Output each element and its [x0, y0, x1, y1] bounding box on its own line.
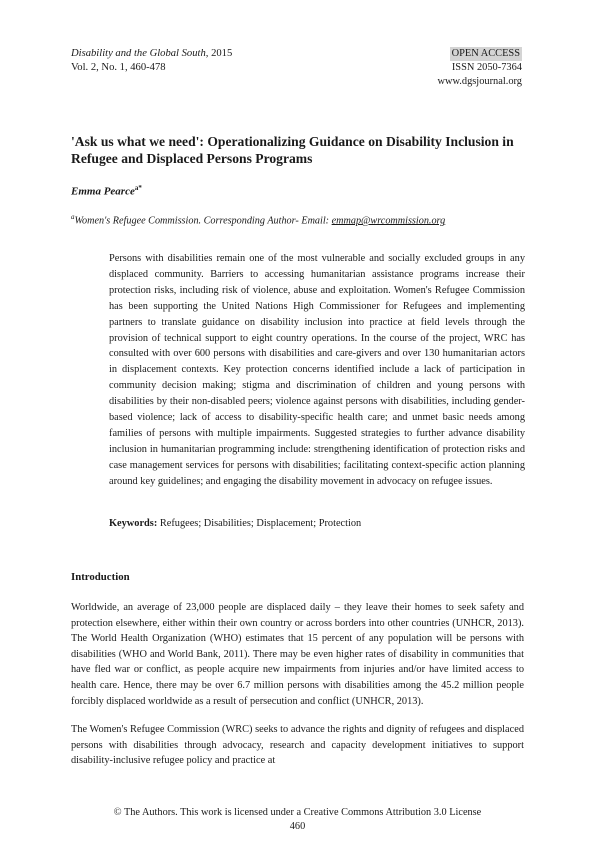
- journal-website[interactable]: www.dgsjournal.org: [437, 76, 522, 87]
- journal-year: 2015: [211, 48, 233, 59]
- section-heading: Introduction: [71, 571, 130, 583]
- author: [71, 184, 142, 198]
- keywords: [109, 516, 525, 531]
- keywords-text: Refugees; Disabilities; Displacement; Protection: [157, 518, 362, 529]
- abstract: Persons with disabilities remain one of the most vulnerable and socially excluded groups in any displaced community. Barriers to accessing humanitarian assistance programs increase their protection risks, including risk of violence, abuse and exploitation. Women's Refugee Commission has been supporting the United Nations High Commissioner for Refugees and implementing partners to translate guidance on disability inclusion into practice at field levels through the provision of technical support to eight country operations. In the course of the project, WRC has consulted with over 600 persons with disabilities and care-givers and over 130 humanitarian actors in displacement contexts. Key protection concerns identified include a lack of participation in community decision making; stigma and discrimination of children and young persons with disabilities by their non-disabled peers; violence against persons with disabilities, including gender-based violence; lack of access to disability-specific health care; and unmet basic needs among families of persons with multiple impairments. Suggested strategies to further advance disability inclusion in humanitarian programming include: strengthening identification of protection risks and case management services for persons with disabilities; facilitating context-specific action planning around key guidelines; and engaging the disability movement in advocacy on refugee issues.: [109, 253, 525, 487]
- article-title: 'Ask us what we need': Operationalizing Guidance on Disability Inclusion in Refugee and Displaced Persons Programs: [71, 134, 514, 166]
- author-marker: a*: [134, 184, 142, 192]
- affiliation: [71, 213, 445, 226]
- journal-meta: [437, 47, 522, 89]
- issn: ISSN 2050-7364: [451, 62, 522, 73]
- keywords-label: Keywords:: [109, 518, 158, 529]
- author-name: Emma Pearce: [71, 185, 135, 198]
- author-email-link[interactable]: emmap@wrcommission.org: [331, 215, 446, 227]
- journal-name: Disability and the Global South,: [71, 48, 209, 59]
- license-footer: © The Authors. This work is licensed under a Creative Commons Attribution 3.0 License: [113, 807, 482, 818]
- body-paragraph: The Women's Refugee Commission (WRC) seeks to advance the rights and dignity of refugees and displaced persons with disabilities through advocacy, research and capacity development initiatives to support disability-inclusive refugee policy and practice at: [71, 724, 524, 767]
- affiliation-marker: a: [71, 213, 75, 221]
- affiliation-text: Women's Refugee Commission. Corresponding Author- Email:: [74, 215, 332, 227]
- open-access-badge: OPEN ACCESS: [451, 48, 520, 59]
- journal-header: [71, 47, 232, 75]
- journal-citation: [71, 47, 232, 61]
- body-paragraph: Worldwide, an average of 23,000 people are displaced daily – they leave their homes to seek safety and protection elsewhere, either within their own country or across borders into other countries (UNHCR, 2013). The World Health Organization (WHO) estimates that 15 percent of any population will be persons with disabilities (WHO and World Bank, 2011). There may be even higher rates of disability in communities that have fled war or conflict, as people acquire new impairments from injuries and/or have limited access to health care. Hence, there may be over 6.7 million persons with disabilities among the 45.2 million people forcibly displaced worldwide as a result of persecution and conflict (UNHCR, 2013).: [71, 602, 524, 707]
- page-number: 460: [289, 821, 306, 832]
- journal-volume: Vol. 2, No. 1, 460-478: [71, 62, 166, 73]
